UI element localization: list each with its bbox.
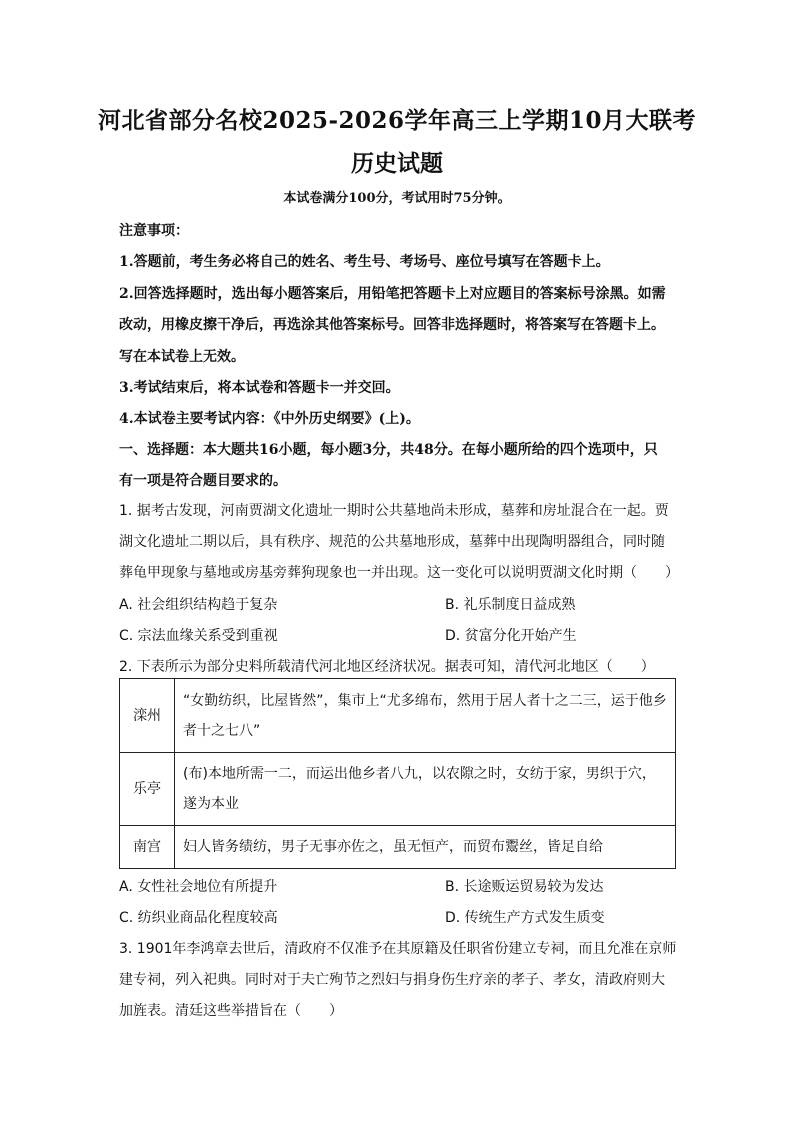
notice-line: 2.回答选择题时，选出每小题答案后，用铅笔把答题卡上对应题目的答案标号涂黑。如需 xyxy=(119,286,666,302)
question-1-option-c: C. 宗法血缘关系受到重视 xyxy=(119,628,278,644)
table-row xyxy=(120,753,676,826)
table-row xyxy=(120,826,676,869)
economy-table xyxy=(119,678,676,869)
question-2-stem: 2. 下表所示为部分史料所载清代河北地区经济状况。据表可知，清代河北地区（ ） xyxy=(119,659,655,675)
section-heading: 有一项是符合题目要求的。 xyxy=(119,473,287,489)
question-1-stem: 葬龟甲现象与墓地或房基旁葬狗现象也一并出现。这一变化可以说明贾湖文化时期（ ） xyxy=(119,565,679,581)
question-3-stem: 3. 1901年李鸿章去世后，清政府不仅准予在其原籍及任职省份建立专祠，而且允准在京师 xyxy=(119,941,677,957)
table-cell-place: 乐亭 xyxy=(120,753,175,826)
notice-line: 改动，用橡皮擦干净后，再选涂其他答案标号。回答非选择题时，将答案写在答题卡上。 xyxy=(119,317,665,333)
exam-info: 本试卷满分100分，考试用时75分钟。 xyxy=(283,191,511,206)
question-3-stem: 建专祠，列入祀典。同时对于夫亡殉节之烈妇与捐身伤生疗亲的孝子、孝女，清政府则大 xyxy=(119,972,665,988)
question-1-option-d: D. 贫富分化开始产生 xyxy=(445,628,577,644)
table-cell-place: 滦州 xyxy=(120,679,175,753)
table-row xyxy=(120,679,676,753)
question-2-option-d: D. 传统生产方式发生质变 xyxy=(445,910,605,926)
notice-heading: 注意事项： xyxy=(119,223,189,239)
question-1-stem: 1. 据考古发现，河南贾湖文化遗址一期时公共墓地尚未形成，墓葬和房址混合在一起。贾 xyxy=(119,503,669,519)
question-2-option-a: A. 女性社会地位有所提升 xyxy=(119,879,278,895)
question-2-option-b: B. 长途贩运贸易较为发达 xyxy=(445,879,604,895)
notice-line: 4.本试卷主要考试内容：《中外历史纲要》(上)。 xyxy=(119,411,420,427)
section-heading: 一、选择题：本大题共16小题，每小题3分，共48分。在每小题所给的四个选项中，只 xyxy=(119,442,658,458)
question-3-stem: 加旌表。清廷这些举措旨在（ ） xyxy=(119,1003,343,1019)
notice-line: 1.答题前，考生务必将自己的姓名、考生号、考场号、座位号填写在答题卡上。 xyxy=(119,254,610,270)
question-1-stem: 湖文化遗址二期以后，具有秩序、规范的公共墓地形成，墓葬中出现陶明器组合，同时随 xyxy=(119,534,665,550)
notice-line: 写在本试卷上无效。 xyxy=(119,349,245,365)
table-cell-place: 南宫 xyxy=(120,826,175,869)
table-cell-text: “女勤纺织，比屋皆然”，集市上“尤多绵布，然用于居人者十之二三，运于他乡者十之七八” xyxy=(175,679,676,753)
question-2-option-c: C. 纺织业商品化程度较高 xyxy=(119,910,278,926)
notice-line: 3.考试结束后，将本试卷和答题卡一并交回。 xyxy=(119,380,400,396)
exam-title: 河北省部分名校2025-2026学年高三上学期10月大联考 xyxy=(97,107,697,134)
table-cell-text: (布)本地所需一二，而运出他乡者八九，以农隙之时，女纺于家，男织于穴，遂为本业 xyxy=(175,753,676,826)
subject-title: 历史试题 xyxy=(351,150,443,177)
table-cell-text: 妇人皆务绩纺，男子无事亦佐之，虽无恒产，而贸布鬻丝，皆足自给 xyxy=(175,826,676,869)
question-1-option-a: A. 社会组织结构趋于复杂 xyxy=(119,597,278,613)
question-1-option-b: B. 礼乐制度日益成熟 xyxy=(445,597,576,613)
